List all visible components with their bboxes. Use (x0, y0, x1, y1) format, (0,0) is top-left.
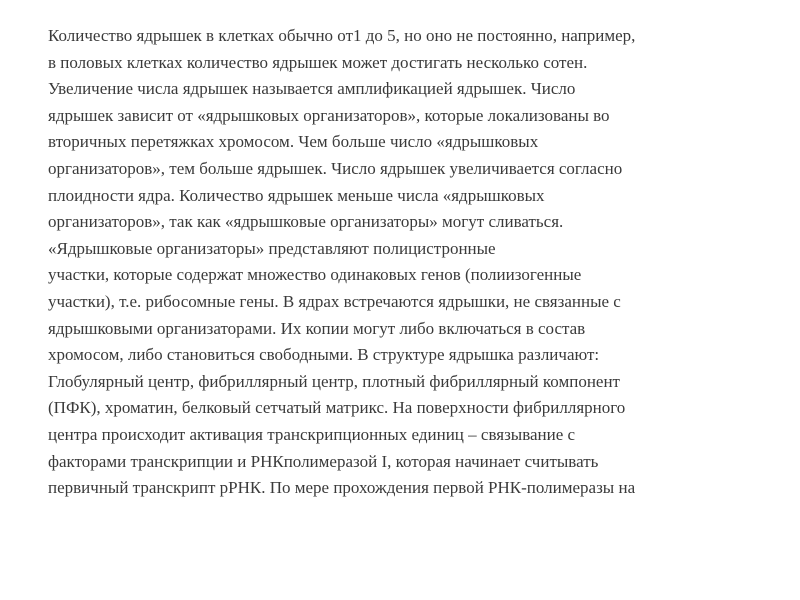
body-text (48, 26, 788, 505)
text-line: хромосом, либо становиться свободными. В структуре ядрышка различают: (48, 345, 600, 365)
text-line: организаторов», тем больше ядрышек. Число ядрышек увеличивается согласно (48, 158, 623, 178)
text-line: (ПФК), хроматин, белковый сетчатый матрикс. На поверхности фибриллярного (48, 398, 626, 418)
text-line: Количество ядрышек в клетках обычно от1 до 5, но оно не постоянно, например, (48, 26, 636, 45)
text-line: участки, которые содержат множество одинаковых генов (полиизогенные (48, 265, 582, 285)
text-line: центра происходит активация транскрипционных единиц – связывание с (48, 424, 576, 444)
text-line: в половых клетках количество ядрышек может достигать несколько сотен. (48, 52, 588, 72)
text-line: факторами транскрипции и РНКполимеразой I, которая начинает считывать (48, 451, 599, 471)
text-line: ядрышек зависит от «ядрышковых организаторов», которые локализованы во (48, 105, 610, 125)
text-line: Увеличение числа ядрышек называется амплификацией ядрышек. Число (48, 79, 576, 99)
text-line: первичный транскрипт рРНК. По мере прохождения первой РНК-полимеразы на (48, 478, 636, 498)
text-line: организаторов», так как «ядрышковые организаторы» могут сливаться. (48, 212, 564, 232)
text-line: вторичных перетяжках хромосом. Чем больше число «ядрышковых (48, 132, 539, 152)
text-line: плоидности ядра. Количество ядрышек меньше числа «ядрышковых (48, 185, 545, 205)
text-line: ядрышковыми организаторами. Их копии могут либо включаться в состав (48, 318, 586, 338)
text-line: «Ядрышковые организаторы» представляют полицистронные (48, 238, 496, 258)
text-line: Глобулярный центр, фибриллярный центр, плотный фибриллярный компонент (48, 371, 620, 391)
text-line: участки), т.е. рибосомные гены. В ядрах встречаются ядрышки, не связанные с (48, 291, 621, 311)
